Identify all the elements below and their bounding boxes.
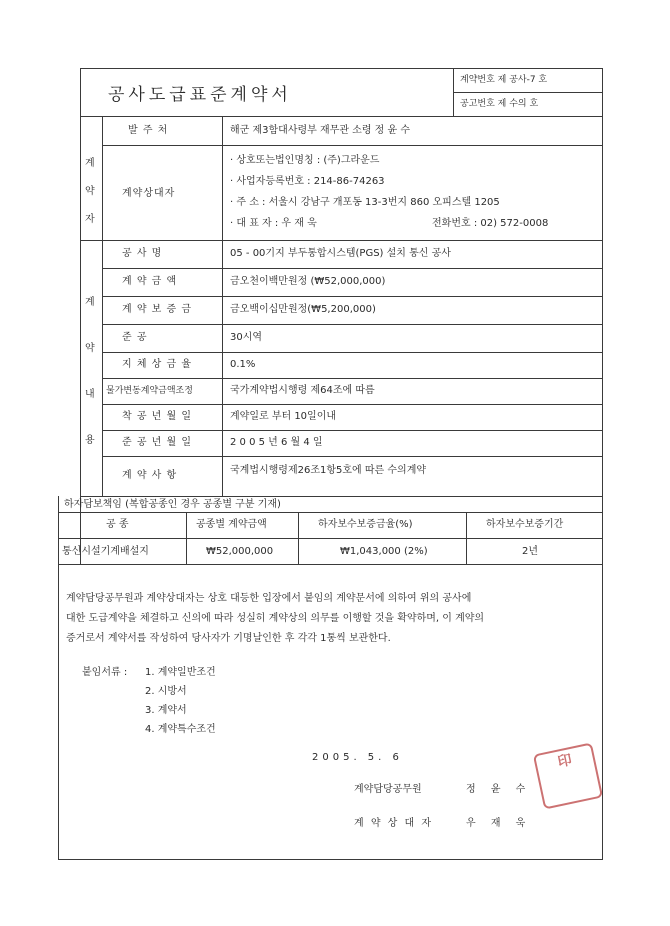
row-label-price-adjust: 물가변동계약금액조정 [106, 386, 193, 396]
warranty-header-type: 공 종 [106, 519, 129, 530]
row-value-notes: 국계법시행령제26조1항5호에 따른 수의계약 [230, 465, 427, 476]
row-label-start-date: 착 공 년 월 일 [122, 411, 193, 422]
signature-date: 2005. 5. 6 [312, 752, 403, 763]
contract-side-label: 계약내용 [85, 297, 96, 446]
attachment-item-1: 1. 계약일반조건 [145, 667, 216, 678]
official-name: 정 윤 수 [466, 784, 532, 795]
contractor-line-2: · 사업자등록번호 : 214-86-74263 [230, 176, 385, 187]
announcement-number: 공고번호 제 수의 호 [460, 99, 539, 109]
warranty-cell-period: 2년 [522, 546, 539, 557]
contract-number: 계약번호 제 공사-7 호 [460, 75, 548, 85]
contractor-line-4: · 대 표 자 : 우 재 욱 [230, 218, 317, 229]
warranty-heading: 하자담보책임 (복합공종인 경우 공종별 구분 기재) [64, 499, 281, 510]
contractor-sign-label: 계 약 상 대 자 [354, 818, 434, 829]
row-label-amount: 계 약 금 액 [122, 276, 178, 287]
attachment-item-3: 3. 계약서 [145, 705, 187, 716]
row-value-start-date: 계약일로 부터 10일이내 [230, 411, 337, 422]
body-text-line-2: 대한 도급계약을 체결하고 신의에 따라 성실히 계약상의 의무를 이행할 것을 확약하며, 이 계약의 [66, 613, 485, 624]
contractor-phone: 전화번호 : 02) 572-0008 [432, 218, 549, 229]
body-text-line-3: 증거로서 계약서를 작성하여 당사자가 기명날인한 후 각각 1통씩 보관한다. [66, 633, 391, 644]
contractor-line-1: · 상호또는법인명칭 : (주)그라운드 [230, 155, 380, 166]
row-label-end-date: 준 공 년 월 일 [122, 437, 193, 448]
row-value-end-date: 2 0 0 5 년 6 월 4 일 [230, 437, 323, 448]
official-seal-stamp: 印 [533, 742, 603, 809]
row-value-completion: 30시역 [230, 332, 263, 343]
body-text-line-1: 계약담당공무원과 계약상대자는 상호 대등한 입장에서 붙임의 계약문서에 의하여 위의 공사에 [66, 593, 472, 604]
parties-side-label: 계약자 [85, 158, 96, 225]
warranty-cell-rate: ₩1,043,000 (2%) [340, 546, 428, 557]
row-value-delay-rate: 0.1% [230, 359, 256, 370]
warranty-header-amount: 공종별 계약금액 [196, 519, 267, 530]
contractor-label: 계약상대자 [122, 188, 176, 199]
warranty-cell-type: 통신시설기계배설지 [62, 546, 149, 557]
warranty-cell-amount: ₩52,000,000 [206, 546, 274, 557]
attachment-item-2: 2. 시방서 [145, 686, 187, 697]
row-label-completion: 준 공 [122, 332, 148, 343]
official-label: 계약담당공무원 [354, 784, 422, 795]
contractor-line-3: · 주 소 : 서울시 강남구 개포동 13-3번지 860 오피스텔 1205 [230, 197, 500, 208]
document-title: 공사도급표준계약서 [108, 85, 292, 105]
warranty-header-rate: 하자보수보증금율(%) [318, 519, 413, 530]
row-label-deposit: 계 약 보 증 금 [122, 304, 193, 315]
warranty-header-period: 하자보수보증기간 [486, 519, 564, 530]
row-value-work-name: 05 - 00기지 부두통합시스템(PGS) 설치 통신 공사 [230, 248, 451, 259]
row-label-delay-rate: 지 체 상 금 율 [122, 359, 193, 370]
attachment-item-4: 4. 계약특수조건 [145, 724, 216, 735]
row-value-price-adjust: 국가계약법시행령 제64조에 따름 [230, 385, 375, 396]
row-label-notes: 계 약 사 항 [122, 470, 178, 481]
contractor-sign-name: 우 재 욱 [466, 818, 532, 829]
orderer-value: 해군 제3함대사령부 재무관 소령 정 윤 수 [230, 125, 410, 136]
row-value-deposit: 금오백이십만원정(₩5,200,000) [230, 304, 376, 315]
row-value-amount: 금오천이백만원정 (₩52,000,000) [230, 276, 386, 287]
row-label-work-name: 공 사 명 [122, 248, 163, 259]
attachments-label: 붙임서류 : [82, 667, 128, 678]
orderer-label: 발 주 처 [128, 125, 169, 136]
